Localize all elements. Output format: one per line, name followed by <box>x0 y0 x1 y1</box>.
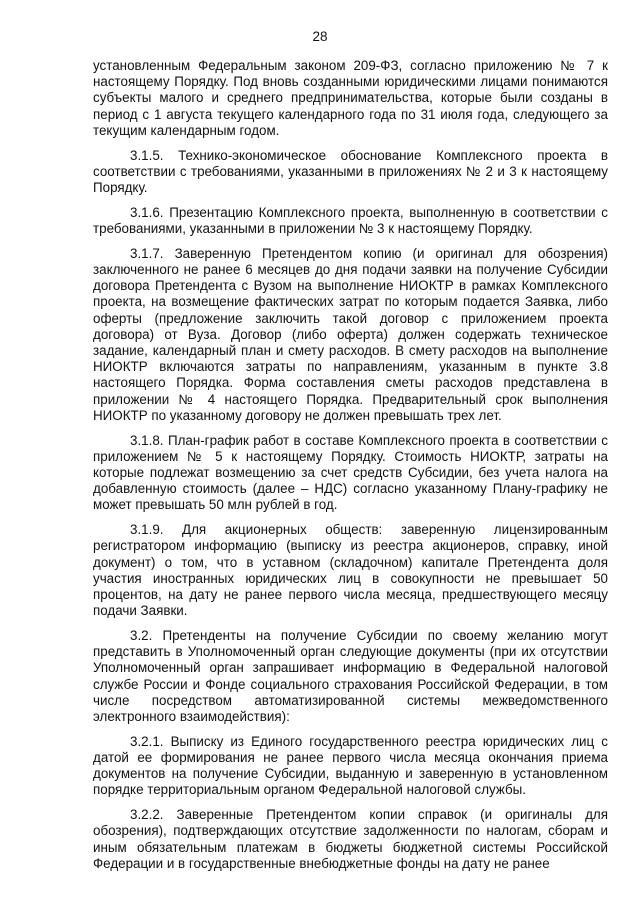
document-body <box>93 58 608 881</box>
paragraph-3-1-6: 3.1.6. Презентацию Комплексного проекта, выполненную в соответствии с требованиями, указанными в приложении № 3 к настоящему Порядку. <box>93 204 608 237</box>
paragraph-continuation: установленным Федеральным законом 209-ФЗ, согласно приложению № 7 к настоящему Порядку. Под вновь созданными юридическими лицами понимаются субъекты малого и среднего предпринимательства, которые были созданы в период с 1 августа текущего календарного года по 31 июля года, следующего за текущим календарным годом. <box>93 58 608 138</box>
paragraph-3-1-8: 3.1.8. План-график работ в составе Комплексного проекта в соответствии с приложением № 5 к настоящему Порядку. Стоимость НИОКТР, затраты на которые подлежат возмещению за счет средств Субсидии, без учета налога на добавленную стоимость (далее – НДС) согласно указанному Плану-графику не может превышать 50 млн рублей в год. <box>93 432 608 513</box>
page-number: 28 <box>312 29 328 44</box>
paragraph-3-1-9: 3.1.9. Для акционерных обществ: заверенную лицензированным регистратором информацию (выписку из реестра акционеров, справку, иной документ) о том, что в уставном (складочном) капитале Претендента доля участия иностранных юридических лиц в совокупности не превышает 50 процентов, на дату не ранее первого числа месяца, предшествующего месяцу подачи Заявки. <box>93 522 608 619</box>
paragraph-3-1-5: 3.1.5. Технико-экономическое обоснование Комплексного проекта в соответствии с требованиями, указанными в приложениях № 2 и 3 к настоящему Порядку. <box>93 147 608 196</box>
paragraph-3-1-7: 3.1.7. Заверенную Претендентом копию (и оригинал для обозрения) заключенного не ранее 6 месяцев до дня подачи заявки на получение Субсидии договора Претендента с Вузом на выполнение НИОКТР в рамках Комплексного проекта, на возмещение фактических затрат по которым подается Заявка, либо оферты (предложение заключить такой договор с приложением проекта договора) от Вуза. Договор (либо оферта) должен содержать техническое задание, календарный план и смету расходов. В смету расходов на выполнение НИОКТР включаются затраты по направлениям, указанным в пункте 3.8 настоящего Порядка. Форма составления сметы расходов представлена в приложении № 4 настоящего Порядка. Предварительный срок выполнения НИОКТР по указанному договору не должен превышать трех лет. <box>93 245 608 423</box>
paragraph-3-2-1: 3.2.1. Выписку из Единого государственного реестра юридических лиц с датой ее формирования не ранее первого числа месяца окончания приема документов на получение Субсидии, выданную и заверенную в установленном порядке территориальным органом Федеральной налоговой службы. <box>93 733 608 798</box>
paragraph-3-2-2: 3.2.2. Заверенные Претендентом копии справок (и оригиналы для обозрения), подтверждающих отсутствие задолженности по налогам, сборам и иным обязательным платежам в бюджеты бюджетной системы Российской Федерации и в государственные внебюджетные фонды на дату не ранее <box>93 807 608 871</box>
paragraph-3-2: 3.2. Претенденты на получение Субсидии по своему желанию могут представить в Уполномоченный орган следующие документы (при их отсутствии Уполномоченный орган запрашивает информацию в Федеральной налоговой службе России и Фонде социального страхования Российской Федерации, в том числе посредством автоматизированной системы межведомственного электронного взаимодействия): <box>93 628 608 725</box>
